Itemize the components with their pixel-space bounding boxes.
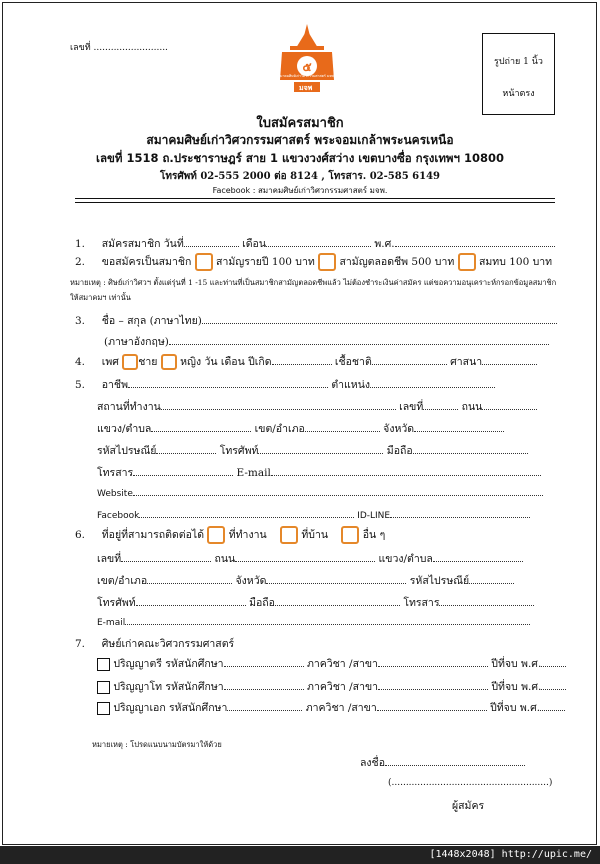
org-name: สมาคมศิษย์เก่าวิศวกรรมศาสตร์ พระจอมเกล้าพระนครเหนือ: [146, 133, 454, 147]
contact-no-field[interactable]: [121, 552, 211, 562]
contact-work-checkbox[interactable]: [207, 526, 225, 544]
applicant-label: ผู้สมัคร: [452, 800, 485, 812]
line-id-field[interactable]: [390, 508, 530, 518]
male-checkbox[interactable]: [122, 354, 138, 370]
religion-field[interactable]: [482, 355, 537, 365]
bachelor-id-field[interactable]: [224, 657, 304, 667]
annual-member-checkbox[interactable]: [195, 253, 213, 271]
english-name-row: (ภาษาอังกฤษ): [104, 333, 549, 350]
contact-subdistrict-field[interactable]: [433, 552, 523, 562]
remark: หมายเหตุ : โปรดแนบนามบัตรมาให้ด้วย: [92, 740, 222, 749]
master-checkbox[interactable]: [97, 681, 110, 694]
note-line2: ให้สมาคมฯ เท่านั้น: [70, 293, 131, 302]
work-postcode-field[interactable]: [156, 444, 216, 454]
thai-name-field[interactable]: [202, 314, 557, 324]
work-no-field[interactable]: [423, 400, 458, 410]
bachelor-checkbox[interactable]: [97, 658, 110, 671]
bachelor-dept-field[interactable]: [378, 657, 488, 667]
watermark: [1448x2048] http://upic.me/: [0, 846, 600, 864]
photo-box: รูปถ่าย 1 นิ้ว หน้าตรง: [482, 33, 555, 115]
contact-fax-field[interactable]: [439, 596, 534, 606]
doc-number: เลขที่ ..........................: [70, 43, 168, 53]
doctorate-id-field[interactable]: [227, 701, 302, 711]
website-field[interactable]: [133, 486, 543, 496]
position-field[interactable]: [370, 378, 495, 388]
month-field[interactable]: [266, 237, 371, 247]
work-email-field[interactable]: [271, 466, 541, 476]
section-6: 6. ที่อยู่ที่สามารถติดต่อได้ ที่ทำงาน ที่บ้าน อื่น ๆ: [75, 526, 385, 544]
svg-text:๕: ๕: [302, 60, 312, 74]
org-phone: โทรศัพท์ 02-555 2000 ต่อ 8124 , โทรสาร. 02-585 6149: [160, 171, 440, 182]
birthdate-field[interactable]: [272, 355, 332, 365]
date-field[interactable]: [184, 237, 239, 247]
logo: ๕ สมาคมศิษย์เก่าวิศวกรรมศาสตร์ มจพ มจพ: [272, 22, 342, 94]
work-tel-field[interactable]: [258, 444, 383, 454]
section-4: 4. เพศ ชาย หญิง วัน เดือน ปีเกิด เชื้อชาติ ศาสนา: [75, 353, 537, 370]
contact-mobile-field[interactable]: [275, 596, 400, 606]
page-title: ใบสมัครสมาชิก: [256, 116, 344, 131]
section-7: 7. ศิษย์เก่าคณะวิศวกรรมศาสตร์: [75, 638, 235, 650]
note: หมายเหตุ : ศิษย์เก่าวิศวฯ ตั้งแต่รุ่นที่ 1 -15 และท่านที่เป็นสมาชิกสามัญตลอดชีพแล้ว ไม่ต้องชำระเงินค่าสมัคร แต่ขอความอนุเคราะห์กรอกข้อมูลสมาชิก: [70, 278, 557, 287]
section-3: 3. ชื่อ – สกุล (ภาษาไทย): [75, 312, 557, 329]
female-checkbox[interactable]: [161, 354, 177, 370]
contact-other-checkbox[interactable]: [341, 526, 359, 544]
work-mobile-field[interactable]: [413, 444, 528, 454]
signature-field[interactable]: [385, 756, 525, 766]
doctorate-dept-field[interactable]: [377, 701, 487, 711]
divider: [75, 198, 555, 199]
work-district-field[interactable]: [305, 422, 380, 432]
master-year-field[interactable]: [541, 680, 566, 690]
contact-province-field[interactable]: [266, 574, 406, 584]
divider: [75, 202, 555, 203]
work-road-field[interactable]: [482, 400, 537, 410]
master-dept-field[interactable]: [378, 680, 488, 690]
doctorate-checkbox[interactable]: [97, 702, 110, 715]
work-fax-field[interactable]: [133, 466, 233, 476]
workplace-field[interactable]: [161, 400, 396, 410]
contact-home-checkbox[interactable]: [280, 526, 298, 544]
master-id-field[interactable]: [224, 680, 304, 690]
work-subdistrict-field[interactable]: [151, 422, 251, 432]
contact-district-field[interactable]: [147, 574, 232, 584]
contact-postcode-field[interactable]: [469, 574, 514, 584]
org-address: เลขที่ 1518 ถ.ประชาราษฎร์ สาย 1 แขวงวงศ์สว่าง เขตบางซื่อ กรุงเทพฯ 10800: [96, 151, 504, 165]
nationality-field[interactable]: [372, 355, 447, 365]
associate-member-checkbox[interactable]: [458, 253, 476, 271]
section-2: 2. ขอสมัครเป็นสมาชิก สามัญรายปี 100 บาท สามัญตลอดชีพ 500 บาท สมทบ 100 บาท: [75, 253, 552, 271]
english-name-field[interactable]: [169, 335, 549, 345]
work-province-field[interactable]: [414, 422, 504, 432]
doctorate-year-field[interactable]: [540, 701, 565, 711]
section-5: 5. อาชีพ ตำแหน่ง: [75, 376, 495, 393]
contact-tel-field[interactable]: [136, 596, 246, 606]
section-1: 1. สมัครสมาชิก วันที่ เดือน พ.ศ.: [75, 235, 555, 252]
bachelor-year-field[interactable]: [541, 657, 566, 667]
contact-email-field[interactable]: [125, 615, 530, 625]
occupation-field[interactable]: [128, 378, 328, 388]
facebook-field[interactable]: [139, 508, 354, 518]
lifetime-member-checkbox[interactable]: [318, 253, 336, 271]
contact-road-field[interactable]: [235, 552, 375, 562]
year-field[interactable]: [395, 237, 555, 247]
signature-name-field[interactable]: (.......................................................): [388, 778, 553, 788]
org-facebook: Facebook : สมาคมศิษย์เก่าวิศวกรรมศาสตร์ มจพ.: [212, 186, 388, 195]
